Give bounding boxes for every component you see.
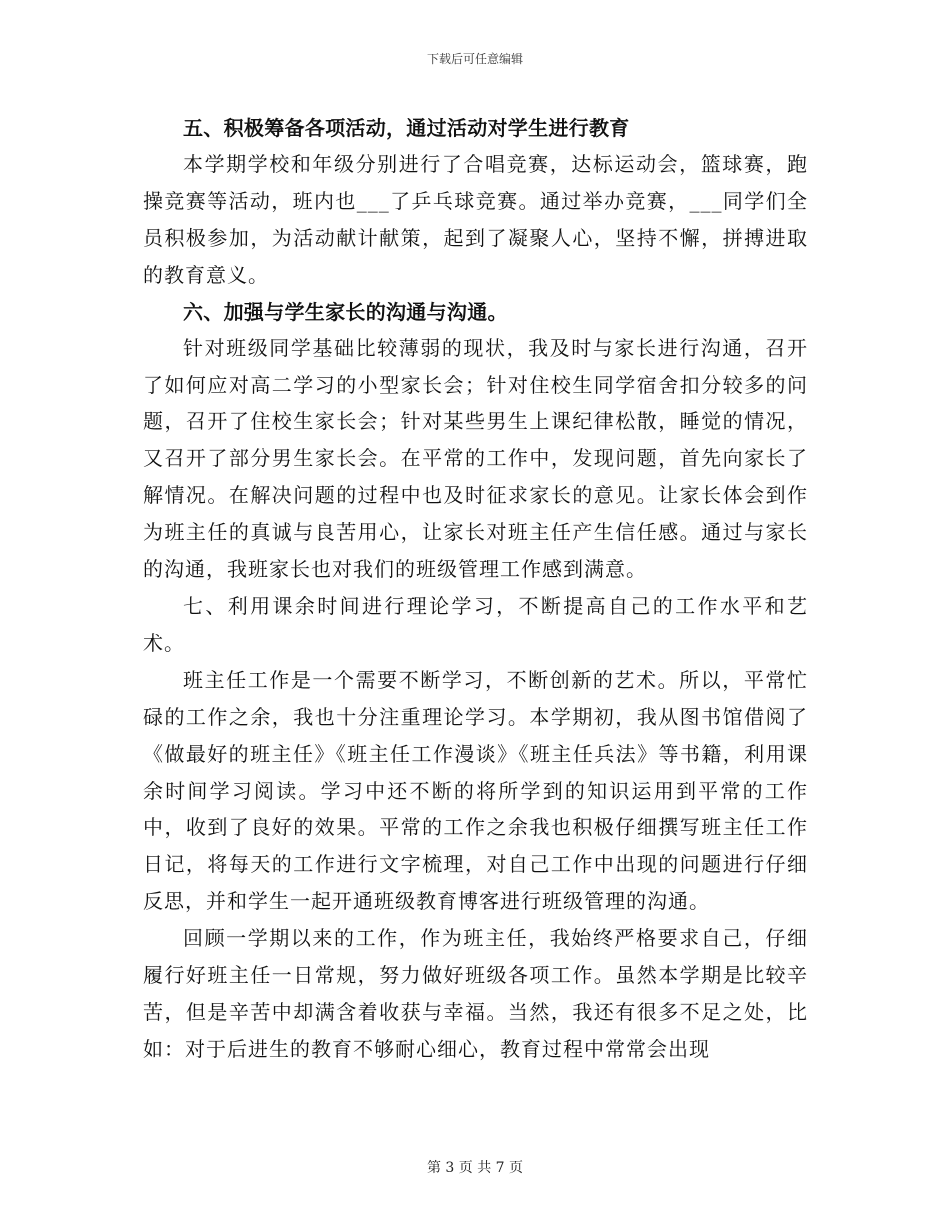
- paragraph-review: 回顾一学期以来的工作，作为班主任，我始终严格要求自己，仔细履行好班主任一日常规，努力做好班级各项工作。虽然本学期是比较辛苦，但是辛苦中却满含着收获与幸福。当然，我还有很多不足之处，比如：对于后进生的教育不够耐心细心，教育过程中常常会出现: [143, 926, 808, 1061]
- paragraph-activities: 本学期学校和年级分别进行了合唱竞赛，达标运动会，篮球赛，跑操竞赛等活动，班内也___了乒乓球竞赛。通过举办竞赛，___同学们全员积极参加，为活动献计献策，起到了凝聚人心，坚持不懈，拼搏进取的教育意义。: [143, 152, 808, 287]
- paragraph-parent-communication: 针对班级同学基础比较薄弱的现状，我及时与家长进行沟通，召开了如何应对高二学习的小型家长会；针对住校生同学宿舍扣分较多的问题，召开了住校生家长会；针对某些男生上课纪律松散，睡觉的情况，又召开了部分男生家长会。在平常的工作中，发现问题，首先向家长了解情况。在解决问题的过程中也及时征求家长的意见。让家长体会到作为班主任的真诚与良苦用心，让家长对班主任产生信任感。通过与家长的沟通，我班家长也对我们的班级管理工作感到满意。: [143, 335, 808, 582]
- section-heading-5: 五、积极筹备各项活动，通过活动对学生进行教育: [183, 116, 630, 140]
- paragraph-section-7-title: 七、利用课余时间进行理论学习，不断提高自己的工作水平和艺术。: [143, 593, 808, 655]
- section-heading-6: 六、加强与学生家长的沟通与沟通。: [183, 299, 508, 324]
- page-footer: 第 3 页 共 7 页: [426, 1160, 524, 1176]
- document-body: [143, 110, 808, 1068]
- paragraph-theory-study: 班主任工作是一个需要不断学习，不断创新的艺术。所以，平常忙碌的工作之余，我也十分注重理论学习。本学期初，我从图书馆借阅了《做最好的班主任》《班主任工作漫谈》《班主任兵法》等书籍，利用课余时间学习阅读。学习中还不断的将所学到的知识运用到平常的工作中，收到了良好的效果。平常的工作之余我也积极仔细撰写班主任工作日记，将每天的工作进行文字梳理，对自己工作中出现的问题进行仔细反思，并和学生一起开通班级教育博客进行班级管理的沟通。: [143, 667, 808, 914]
- page-header: 下载后可任意编辑: [426, 52, 523, 66]
